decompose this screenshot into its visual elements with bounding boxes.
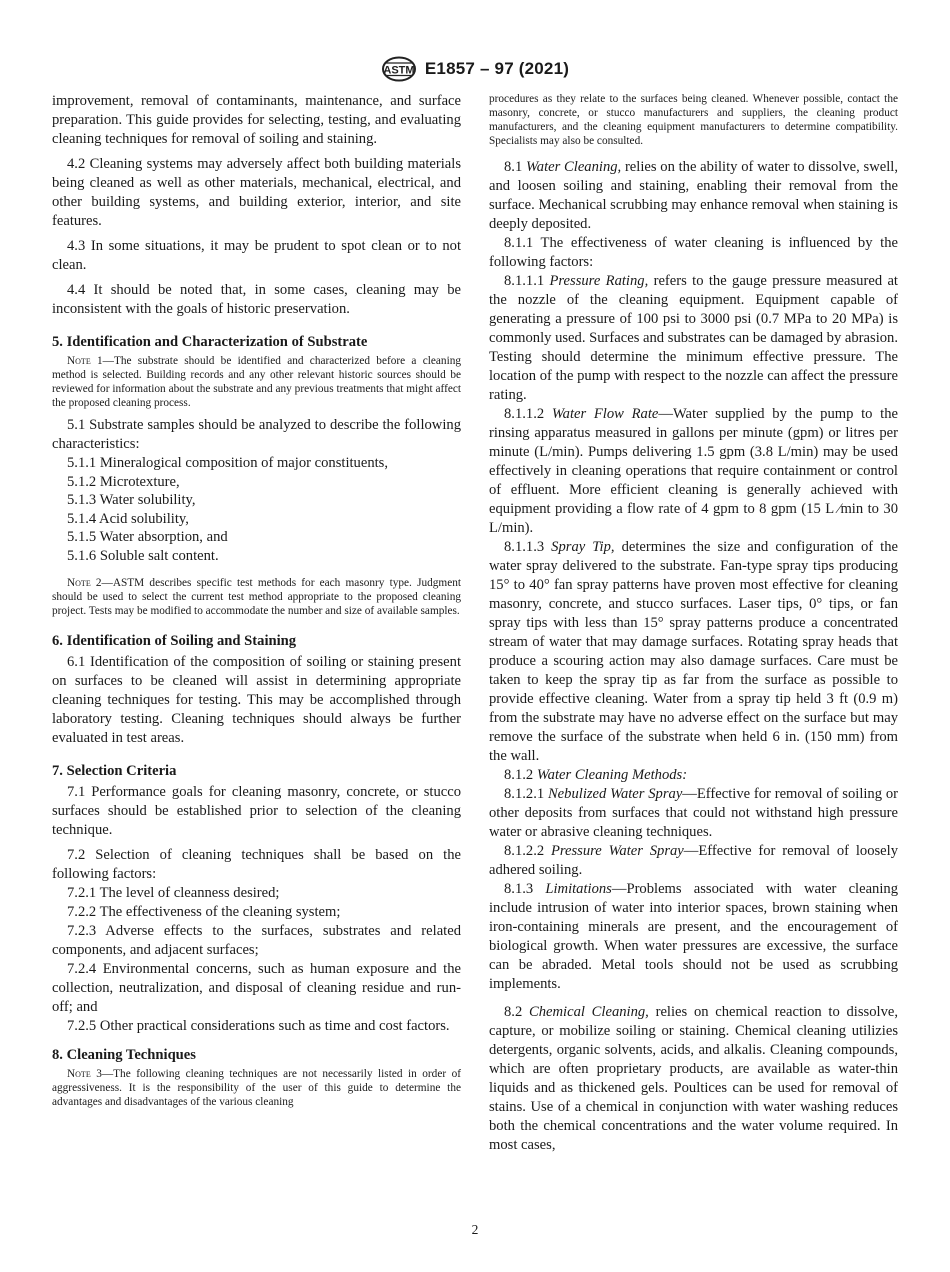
note-3-continued: procedures as they relate to the surfaces being cleaned. Whenever possible, contact the masonry, concrete, or stucco manufacturers and suppliers, the cleaning product manufacturers, and the cleaning equipment manufacturers to determine compatibility. Specialists may also be consulted. [489,93,898,147]
paragraph-8-1-2-1-number: 8.1.2.1 [504,786,545,802]
section-7-heading: 7. Selection Criteria [52,762,177,779]
paragraph-8-1-2-2-text: —Effective for removal of loosely adhered soiling. [489,843,899,878]
note-3 [52,1067,461,1109]
paragraph-8-1-1-3-title: Spray Tip, [551,539,615,555]
paragraph-8-1-2-title: Water Cleaning Methods: [536,767,688,783]
astm-logo-icon [381,56,417,82]
paragraph-8-1-number: 8.1 [504,159,523,175]
paragraph-8-1-1-1-title: Pressure Rating, [549,273,649,289]
paragraph-8-1-3-title: Limitations [545,881,612,897]
note-3-label: Note 3 [67,1067,102,1080]
note-2-text: —ASTM describes specific test methods for each masonry type. Judgment should be used to select the current test method appropriate to the proposed cleaning project. Tests may be modified to accommodate the number and size of available samples. [52,576,461,617]
paragraph-8-2-title: Chemical Cleaning, [529,1004,649,1020]
paragraph-7-2-3: 7.2.3 Adverse effects to the surfaces, substrates and related components, and adjacent surfaces; [52,922,461,958]
note-1 [52,354,461,410]
paragraph-8-1-3-text: —Problems associated with water cleaning include intrusion of water into interior spaces, brown staining when iron-containing minerals are present, and the encouragement of biological growth. When water pressures are excessive, the surface can be abraded. Metal tools should not be used as scrubbing implements. [489,881,898,992]
note-3-text: —The following cleaning techniques are not necessarily listed in order of aggressiveness. It is the responsibility of the user of this guide to determine the advantages and disadvantages of the various cleaning [52,1067,461,1108]
paragraph-8-1-3 [489,880,898,994]
paragraph-7-2-2: 7.2.2 The effectiveness of the cleaning system; [67,903,341,920]
paragraph-7-2-4: 7.2.4 Environmental concerns, such as human exposure and the collection, neutralization, and disposal of cleaning residue and run-off; and [52,960,461,1015]
paragraph-8-1-1: 8.1.1 The effectiveness of water cleaning is influenced by the following factors: [489,235,898,270]
list-item-5-1-5: 5.1.5 Water absorption, and [67,529,228,546]
right-column [489,92,898,1155]
list-item-5-1-3: 5.1.3 Water solubility, [67,492,196,509]
paragraph-8-1-2-1-text: —Effective for removal of soiling or other deposits from surfaces that could not withstand high pressure water or abrasive cleaning techniques. [489,786,898,840]
paragraph-8-1-2-1-title: Nebulized Water Spray [547,786,683,802]
page-number: 2 [471,1222,479,1237]
note-2 [52,576,461,618]
paragraph-4-4: 4.4 It should be noted that, in some cases, cleaning may be inconsistent with the goals of historic preservation. [52,282,461,317]
paragraph-8-1-1-1 [489,272,898,405]
note-1-label: Note 1 [67,355,103,367]
paragraph-8-1-2-1 [489,785,898,842]
paragraph-8-1-2-number: 8.1.2 [504,767,534,783]
paragraph-4-2: 4.2 Cleaning systems may adversely affect both building materials being cleaned as well as other materials, mechanical, electrical, and other building systems, and building exterior, interior, and site features. [52,156,461,229]
section-5-heading: 5. Identification and Characterization of Substrate [52,334,368,350]
paragraph-8-1-2-2-number: 8.1.2.2 [504,843,545,859]
section-8-heading: 8. Cleaning Techniques [52,1046,196,1063]
paragraph-8-1-1-3-number: 8.1.1.3 [504,539,545,555]
page-header [0,56,950,82]
note-1-text: —The substrate should be identified and characterized before a cleaning method is selected. Building records and any other relevant historic sources should be reviewed for information about the substrate and any previous treatments that might affect the proposed cleaning process. [52,355,461,409]
paragraph-8-1-1-1-text: refers to the gauge pressure measured at the nozzle of the cleaning equipment. Equipment capable of generating a pressure of 100 psi to 3000 psi (0.7 MPa to 20 MPa) is commonly used. Surfaces and substrates can be damaged by abrasion. Testing should determine the minimum effective pressure. The location of the pump with respect to the nozzle can affect the pressure rating. [489,273,898,403]
paragraph-8-2-number: 8.2 [504,1004,523,1020]
paragraph-8-1-1-1-number: 8.1.1.1 [504,273,545,289]
paragraph-8-1-1-2 [489,405,898,538]
standard-designation: E1857 – 97 (2021) [424,59,570,78]
list-item-5-1-4: 5.1.4 Acid solubility, [67,510,189,527]
list-item-5-1-6: 5.1.6 Soluble salt content. [67,547,219,564]
list-item-5-1-2: 5.1.2 Microtexture, [67,473,180,490]
paragraph-7-2: 7.2 Selection of cleaning techniques shall be based on the following factors: [52,846,461,882]
paragraph-8-2-text: relies on chemical reaction to dissolve, capture, or mobilize soiling or staining. Chemical cleaning utilizies detergents, organic solvents, acids, and alkalis. Cleaning compounds, which are often proprietary products, are available as water-thin liquids and as thickened gels. Poultices can be used for removal of stains. Use of a chemical in conjunction with water washing reduces both the chemical concentrations and the water volume required. In most cases, [489,1004,898,1153]
paragraph-7-2-1: 7.2.1 The level of cleanness desired; [67,884,280,901]
section-6-heading: 6. Identification of Soiling and Staining [52,632,297,649]
list-item-5-1-1: 5.1.1 Mineralogical composition of major constituents, [67,455,389,471]
paragraph-8-1-1-3 [489,538,898,766]
paragraph-8-1-2 [489,766,898,785]
paragraph-6-1: 6.1 Identification of the composition of soiling or staining present on surfaces to be cleaned will assist in determining appropriate cleaning techniques for testing. This may be accomplished through laboratory testing. Cleaning techniques should always be further evaluated in test areas. [52,653,461,746]
paragraph-8-1-3-number: 8.1.3 [504,881,534,897]
paragraph-8-1-2-2 [489,842,898,880]
paragraph-7-2-5: 7.2.5 Other practical considerations such as time and cost factors. [67,1017,450,1034]
paragraph-8-2 [489,1003,898,1155]
note-2-label: Note 2 [67,576,102,589]
paragraph-8-1-1-2-text: —Water supplied by the pump to the rinsing apparatus measured in gallons per minute (gpm) or litres per minute (L/min). Pumps delivering 1.5 gpm (3.8 L/min) may be used effectively in cleaning operations that require containment or control of effluent. More efficient cleaning is generally achieved with equipment providing a flow rate of 4 gpm to 8 gpm (15 L ⁄min to 30 L/min). [489,406,898,536]
paragraph-4-3: 4.3 In some situations, it may be prudent to spot clean or to not clean. [52,238,461,273]
paragraph-8-1-1-2-number: 8.1.1.2 [504,406,545,422]
paragraph-5-1: 5.1 Substrate samples should be analyzed to describe the following characteristics: [52,417,461,452]
paragraph-8-1-2-2-title: Pressure Water Spray [550,843,684,859]
svg-text:ASTM: ASTM [383,64,415,77]
paragraph-8-1-text: relies on the ability of water to dissolve, swell, and loosen soiling and staining, enabling their removal from the surface. Mechanical scrubbing may enhance removal when staining is deeply deposited. [489,159,898,232]
paragraph-7-1: 7.1 Performance goals for cleaning masonry, concrete, or stucco surfaces should be established prior to selection of the cleaning technique. [52,783,461,838]
left-column [52,92,461,1115]
paragraph-8-1 [489,158,898,234]
paragraph-4-1-continued: improvement, removal of contaminants, maintenance, and surface preparation. This guide provides for selecting, testing, and evaluating cleaning techniques for removal of soiling and staining. [52,93,461,147]
paragraph-8-1-title: Water Cleaning, [525,159,622,175]
paragraph-8-1-1-3-text: determines the size and configuration of the water spray delivered to the substrate. Fan-type spray tips producing 15° to 40° fan spray patterns have proven most effective for cleaning masonry, concrete, and stucco surfaces. Laser tips, 0° tips, or fan spray tips with less than 15° spray patterns produce a concentrated stream of water that may damage surfaces. Rotating spray heads that produce a scouring action may also damage surfaces. Care must be taken to keep the spray tip as far from the surface as possible to provide effective cleaning. Water from a spray tip held 3 ft (0.9 m) from the substrate may have no adverse effect on the surface but may remove the surface of the substrate when held 6 in. (150 mm) from the wall. [489,539,898,764]
paragraph-8-1-1-2-title: Water Flow Rate [551,406,659,422]
